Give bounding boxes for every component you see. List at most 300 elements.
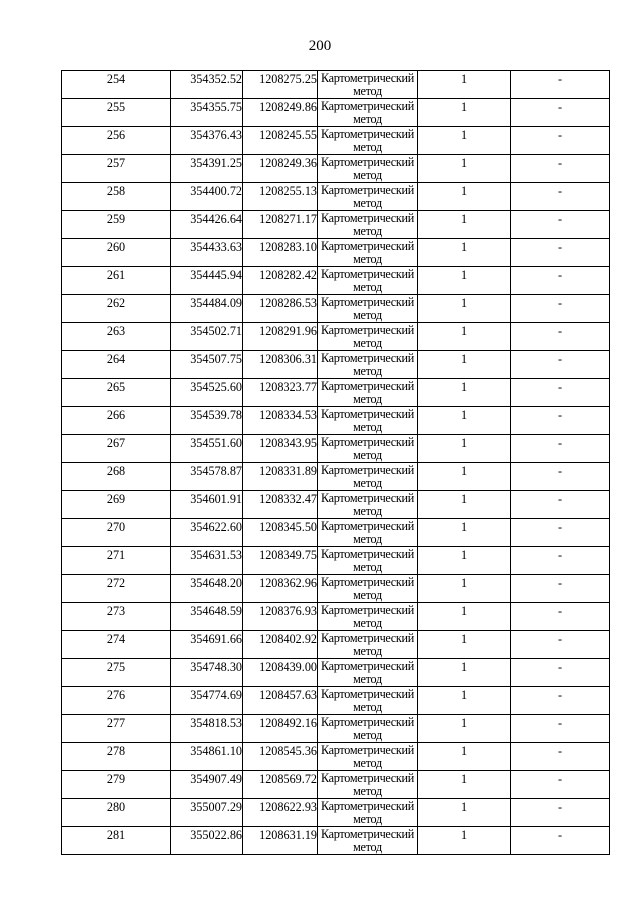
x-coordinate-cell-text: 354907.49: [190, 772, 242, 786]
note-cell: [511, 547, 610, 575]
note-cell: [511, 631, 610, 659]
point-number-cell-text: 259: [106, 212, 126, 226]
y-coordinate-cell-text: 1208255.13: [259, 184, 317, 198]
y-coordinate-cell: [243, 295, 318, 323]
table-row: [62, 827, 610, 855]
point-number-cell-text: 268: [106, 464, 126, 478]
x-coordinate-cell-text: 355022.86: [190, 828, 242, 842]
y-coordinate-cell-text: 1208343.95: [259, 436, 317, 450]
y-coordinate-cell: [243, 379, 318, 407]
point-number-cell: [62, 799, 171, 827]
note-cell-text: -: [557, 688, 563, 702]
y-coordinate-cell-text: 1208622.93: [259, 800, 317, 814]
note-cell-text: -: [557, 716, 563, 730]
accuracy-cell: [418, 519, 511, 547]
x-coordinate-cell: [171, 155, 243, 183]
accuracy-cell: [418, 715, 511, 743]
y-coordinate-cell: [243, 547, 318, 575]
method-cell-text: Картометрический метод: [321, 239, 414, 266]
y-coordinate-cell-text: 1208345.50: [259, 520, 317, 534]
x-coordinate-cell: [171, 183, 243, 211]
y-coordinate-cell: [243, 71, 318, 99]
accuracy-cell-text: 1: [460, 464, 468, 478]
method-cell: [318, 267, 418, 295]
point-number-cell-text: 272: [106, 576, 126, 590]
x-coordinate-cell: [171, 603, 243, 631]
accuracy-cell-text: 1: [460, 212, 468, 226]
note-cell: [511, 603, 610, 631]
note-cell-text: -: [557, 296, 563, 310]
table-row: [62, 743, 610, 771]
method-cell: [318, 715, 418, 743]
accuracy-cell-text: 1: [460, 268, 468, 282]
x-coordinate-cell: [171, 771, 243, 799]
point-number-cell-text: 258: [106, 184, 126, 198]
x-coordinate-cell-text: 354774.69: [190, 688, 242, 702]
point-number-cell-text: 257: [106, 156, 126, 170]
point-number-cell: [62, 463, 171, 491]
table-row: [62, 379, 610, 407]
accuracy-cell: [418, 547, 511, 575]
accuracy-cell: [418, 799, 511, 827]
y-coordinate-cell-text: 1208245.55: [259, 128, 317, 142]
y-coordinate-cell: [243, 603, 318, 631]
accuracy-cell-text: 1: [460, 72, 468, 86]
x-coordinate-cell: [171, 827, 243, 855]
note-cell: [511, 323, 610, 351]
method-cell: [318, 183, 418, 211]
point-number-cell: [62, 435, 171, 463]
point-number-cell: [62, 351, 171, 379]
note-cell: [511, 155, 610, 183]
x-coordinate-cell: [171, 519, 243, 547]
method-cell-text: Картометрический метод: [321, 715, 414, 742]
note-cell: [511, 183, 610, 211]
accuracy-cell-text: 1: [460, 772, 468, 786]
note-cell-text: -: [557, 212, 563, 226]
accuracy-cell-text: 1: [460, 380, 468, 394]
accuracy-cell-text: 1: [460, 184, 468, 198]
x-coordinate-cell-text: 354426.64: [190, 212, 242, 226]
x-coordinate-cell: [171, 407, 243, 435]
x-coordinate-cell-text: 354691.66: [190, 632, 242, 646]
y-coordinate-cell-text: 1208306.31: [259, 352, 317, 366]
table-row: [62, 71, 610, 99]
point-number-cell: [62, 491, 171, 519]
table-row: [62, 659, 610, 687]
x-coordinate-cell-text: 354355.75: [190, 100, 242, 114]
point-number-cell-text: 264: [106, 352, 126, 366]
point-number-cell: [62, 323, 171, 351]
method-cell: [318, 155, 418, 183]
x-coordinate-cell-text: 355007.29: [190, 800, 242, 814]
method-cell-text: Картометрический метод: [321, 771, 414, 798]
method-cell: [318, 407, 418, 435]
method-cell: [318, 603, 418, 631]
y-coordinate-cell-text: 1208631.19: [259, 828, 317, 842]
note-cell: [511, 575, 610, 603]
table-row: [62, 687, 610, 715]
x-coordinate-cell: [171, 239, 243, 267]
table-row: [62, 211, 610, 239]
accuracy-cell: [418, 631, 511, 659]
note-cell: [511, 379, 610, 407]
method-cell-text: Картометрический метод: [321, 463, 414, 490]
x-coordinate-cell: [171, 547, 243, 575]
note-cell-text: -: [557, 268, 563, 282]
x-coordinate-cell: [171, 715, 243, 743]
y-coordinate-cell-text: 1208376.93: [259, 604, 317, 618]
x-coordinate-cell-text: 354818.53: [190, 716, 242, 730]
point-number-cell-text: 274: [106, 632, 126, 646]
y-coordinate-cell-text: 1208492.16: [259, 716, 317, 730]
point-number-cell: [62, 127, 171, 155]
accuracy-cell: [418, 407, 511, 435]
point-number-cell-text: 273: [106, 604, 126, 618]
y-coordinate-cell-text: 1208402.92: [259, 632, 317, 646]
accuracy-cell-text: 1: [460, 240, 468, 254]
note-cell-text: -: [557, 156, 563, 170]
method-cell-text: Картометрический метод: [321, 519, 414, 546]
method-cell: [318, 659, 418, 687]
accuracy-cell-text: 1: [460, 744, 468, 758]
point-number-cell: [62, 295, 171, 323]
method-cell: [318, 743, 418, 771]
point-number-cell: [62, 659, 171, 687]
note-cell-text: -: [557, 72, 563, 86]
x-coordinate-cell-text: 354507.75: [190, 352, 242, 366]
table-row: [62, 771, 610, 799]
y-coordinate-cell: [243, 211, 318, 239]
accuracy-cell: [418, 771, 511, 799]
page-number: 200: [308, 38, 332, 54]
y-coordinate-cell-text: 1208283.10: [259, 240, 317, 254]
method-cell-text: Картометрический метод: [321, 743, 414, 770]
note-cell-text: -: [557, 660, 563, 674]
note-cell-text: -: [557, 380, 563, 394]
y-coordinate-cell: [243, 183, 318, 211]
point-number-cell: [62, 267, 171, 295]
accuracy-cell-text: 1: [460, 352, 468, 366]
y-coordinate-cell-text: 1208331.89: [259, 464, 317, 478]
method-cell: [318, 211, 418, 239]
accuracy-cell: [418, 351, 511, 379]
method-cell-text: Картометрический метод: [321, 407, 414, 434]
method-cell-text: Картометрический метод: [321, 491, 414, 518]
table-row: [62, 631, 610, 659]
method-cell: [318, 99, 418, 127]
point-number-cell-text: 276: [106, 688, 126, 702]
accuracy-cell-text: 1: [460, 296, 468, 310]
accuracy-cell-text: 1: [460, 128, 468, 142]
y-coordinate-cell: [243, 827, 318, 855]
y-coordinate-cell: [243, 575, 318, 603]
point-number-cell: [62, 771, 171, 799]
x-coordinate-cell-text: 354502.71: [190, 324, 242, 338]
point-number-cell-text: 275: [106, 660, 126, 674]
y-coordinate-cell-text: 1208362.96: [259, 576, 317, 590]
note-cell: [511, 239, 610, 267]
accuracy-cell: [418, 491, 511, 519]
accuracy-cell-text: 1: [460, 828, 468, 842]
point-number-cell: [62, 239, 171, 267]
x-coordinate-cell: [171, 71, 243, 99]
accuracy-cell-text: 1: [460, 100, 468, 114]
point-number-cell-text: 279: [106, 772, 126, 786]
note-cell: [511, 687, 610, 715]
method-cell-text: Картометрический метод: [321, 575, 414, 602]
table-row: [62, 295, 610, 323]
x-coordinate-cell: [171, 435, 243, 463]
method-cell: [318, 463, 418, 491]
table-row: [62, 351, 610, 379]
note-cell-text: -: [557, 324, 563, 338]
x-coordinate-cell-text: 354631.53: [190, 548, 242, 562]
note-cell: [511, 211, 610, 239]
method-cell-text: Картометрический метод: [321, 127, 414, 154]
table-row: [62, 715, 610, 743]
method-cell: [318, 519, 418, 547]
point-number-cell-text: 260: [106, 240, 126, 254]
x-coordinate-cell-text: 354648.20: [190, 576, 242, 590]
accuracy-cell: [418, 379, 511, 407]
point-number-cell-text: 280: [106, 800, 126, 814]
accuracy-cell: [418, 603, 511, 631]
method-cell: [318, 379, 418, 407]
note-cell-text: -: [557, 828, 563, 842]
note-cell-text: -: [557, 492, 563, 506]
x-coordinate-cell: [171, 267, 243, 295]
y-coordinate-cell: [243, 435, 318, 463]
method-cell-text: Картометрический метод: [321, 659, 414, 686]
point-number-cell: [62, 547, 171, 575]
accuracy-cell-text: 1: [460, 660, 468, 674]
y-coordinate-cell-text: 1208282.42: [259, 268, 317, 282]
method-cell: [318, 71, 418, 99]
accuracy-cell-text: 1: [460, 492, 468, 506]
x-coordinate-cell: [171, 631, 243, 659]
x-coordinate-cell: [171, 575, 243, 603]
note-cell: [511, 799, 610, 827]
method-cell-text: Картометрический метод: [321, 155, 414, 182]
point-number-cell: [62, 687, 171, 715]
x-coordinate-cell-text: 354525.60: [190, 380, 242, 394]
accuracy-cell-text: 1: [460, 156, 468, 170]
y-coordinate-cell: [243, 771, 318, 799]
y-coordinate-cell-text: 1208249.36: [259, 156, 317, 170]
method-cell-text: Картометрический метод: [321, 183, 414, 210]
coordinates-table-body: [62, 71, 610, 855]
table-row: [62, 407, 610, 435]
method-cell-text: Картометрический метод: [321, 295, 414, 322]
y-coordinate-cell-text: 1208249.86: [259, 100, 317, 114]
note-cell-text: -: [557, 576, 563, 590]
note-cell: [511, 71, 610, 99]
point-number-cell-text: 255: [106, 100, 126, 114]
point-number-cell: [62, 71, 171, 99]
note-cell-text: -: [557, 128, 563, 142]
x-coordinate-cell-text: 354400.72: [190, 184, 242, 198]
x-coordinate-cell: [171, 323, 243, 351]
accuracy-cell-text: 1: [460, 548, 468, 562]
x-coordinate-cell-text: 354622.60: [190, 520, 242, 534]
x-coordinate-cell-text: 354551.60: [190, 436, 242, 450]
y-coordinate-cell-text: 1208457.63: [259, 688, 317, 702]
point-number-cell-text: 281: [106, 828, 126, 842]
point-number-cell: [62, 99, 171, 127]
accuracy-cell: [418, 295, 511, 323]
y-coordinate-cell: [243, 743, 318, 771]
point-number-cell: [62, 743, 171, 771]
method-cell-text: Картометрический метод: [321, 379, 414, 406]
accuracy-cell: [418, 155, 511, 183]
y-coordinate-cell: [243, 799, 318, 827]
table-row: [62, 799, 610, 827]
method-cell-text: Картометрический метод: [321, 547, 414, 574]
y-coordinate-cell: [243, 323, 318, 351]
note-cell: [511, 407, 610, 435]
table-row: [62, 435, 610, 463]
accuracy-cell-text: 1: [460, 576, 468, 590]
point-number-cell-text: 265: [106, 380, 126, 394]
x-coordinate-cell-text: 354445.94: [190, 268, 242, 282]
y-coordinate-cell: [243, 687, 318, 715]
accuracy-cell-text: 1: [460, 632, 468, 646]
note-cell: [511, 99, 610, 127]
y-coordinate-cell: [243, 239, 318, 267]
method-cell: [318, 547, 418, 575]
y-coordinate-cell: [243, 491, 318, 519]
y-coordinate-cell-text: 1208291.96: [259, 324, 317, 338]
point-number-cell: [62, 715, 171, 743]
note-cell: [511, 519, 610, 547]
point-number-cell: [62, 631, 171, 659]
x-coordinate-cell: [171, 687, 243, 715]
accuracy-cell: [418, 211, 511, 239]
method-cell: [318, 827, 418, 855]
accuracy-cell: [418, 323, 511, 351]
accuracy-cell: [418, 71, 511, 99]
table-row: [62, 575, 610, 603]
y-coordinate-cell: [243, 155, 318, 183]
table-row: [62, 547, 610, 575]
point-number-cell-text: 278: [106, 744, 126, 758]
point-number-cell-text: 270: [106, 520, 126, 534]
note-cell-text: -: [557, 184, 563, 198]
accuracy-cell: [418, 127, 511, 155]
y-coordinate-cell: [243, 407, 318, 435]
y-coordinate-cell-text: 1208275.25: [259, 72, 317, 86]
y-coordinate-cell-text: 1208286.53: [259, 296, 317, 310]
method-cell-text: Картометрический метод: [321, 799, 414, 826]
table-row: [62, 323, 610, 351]
note-cell: [511, 715, 610, 743]
method-cell-text: Картометрический метод: [321, 71, 414, 98]
point-number-cell: [62, 519, 171, 547]
accuracy-cell: [418, 99, 511, 127]
x-coordinate-cell-text: 354601.91: [190, 492, 242, 506]
accuracy-cell: [418, 463, 511, 491]
y-coordinate-cell: [243, 463, 318, 491]
accuracy-cell: [418, 267, 511, 295]
y-coordinate-cell-text: 1208349.75: [259, 548, 317, 562]
y-coordinate-cell: [243, 715, 318, 743]
y-coordinate-cell-text: 1208323.77: [259, 380, 317, 394]
method-cell-text: Картометрический метод: [321, 435, 414, 462]
method-cell: [318, 435, 418, 463]
point-number-cell-text: 277: [106, 716, 126, 730]
accuracy-cell-text: 1: [460, 800, 468, 814]
table-row: [62, 127, 610, 155]
accuracy-cell: [418, 659, 511, 687]
table-row: [62, 463, 610, 491]
table-row: [62, 519, 610, 547]
y-coordinate-cell: [243, 99, 318, 127]
accuracy-cell: [418, 743, 511, 771]
x-coordinate-cell: [171, 211, 243, 239]
method-cell-text: Картометрический метод: [321, 99, 414, 126]
x-coordinate-cell: [171, 127, 243, 155]
y-coordinate-cell-text: 1208334.53: [259, 408, 317, 422]
table-row: [62, 155, 610, 183]
point-number-cell: [62, 379, 171, 407]
table-row: [62, 183, 610, 211]
accuracy-cell-text: 1: [460, 324, 468, 338]
note-cell-text: -: [557, 408, 563, 422]
point-number-cell: [62, 407, 171, 435]
note-cell-text: -: [557, 800, 563, 814]
x-coordinate-cell: [171, 99, 243, 127]
method-cell: [318, 323, 418, 351]
x-coordinate-cell: [171, 351, 243, 379]
method-cell-text: Картометрический метод: [321, 323, 414, 350]
point-number-cell: [62, 827, 171, 855]
point-number-cell-text: 256: [106, 128, 126, 142]
table-row: [62, 239, 610, 267]
note-cell-text: -: [557, 744, 563, 758]
accuracy-cell: [418, 827, 511, 855]
y-coordinate-cell: [243, 659, 318, 687]
method-cell: [318, 351, 418, 379]
method-cell: [318, 687, 418, 715]
accuracy-cell-text: 1: [460, 408, 468, 422]
x-coordinate-cell-text: 354648.59: [190, 604, 242, 618]
method-cell: [318, 239, 418, 267]
method-cell: [318, 127, 418, 155]
point-number-cell-text: 261: [106, 268, 126, 282]
note-cell: [511, 463, 610, 491]
note-cell-text: -: [557, 520, 563, 534]
note-cell: [511, 659, 610, 687]
x-coordinate-cell-text: 354748.30: [190, 660, 242, 674]
point-number-cell-text: 267: [106, 436, 126, 450]
method-cell-text: Картометрический метод: [321, 351, 414, 378]
accuracy-cell: [418, 239, 511, 267]
y-coordinate-cell: [243, 631, 318, 659]
x-coordinate-cell-text: 354861.10: [190, 744, 242, 758]
note-cell: [511, 771, 610, 799]
accuracy-cell-text: 1: [460, 604, 468, 618]
point-number-cell-text: 263: [106, 324, 126, 338]
x-coordinate-cell: [171, 463, 243, 491]
accuracy-cell: [418, 183, 511, 211]
point-number-cell: [62, 603, 171, 631]
accuracy-cell-text: 1: [460, 436, 468, 450]
table-row: [62, 603, 610, 631]
method-cell: [318, 799, 418, 827]
accuracy-cell: [418, 687, 511, 715]
note-cell-text: -: [557, 464, 563, 478]
